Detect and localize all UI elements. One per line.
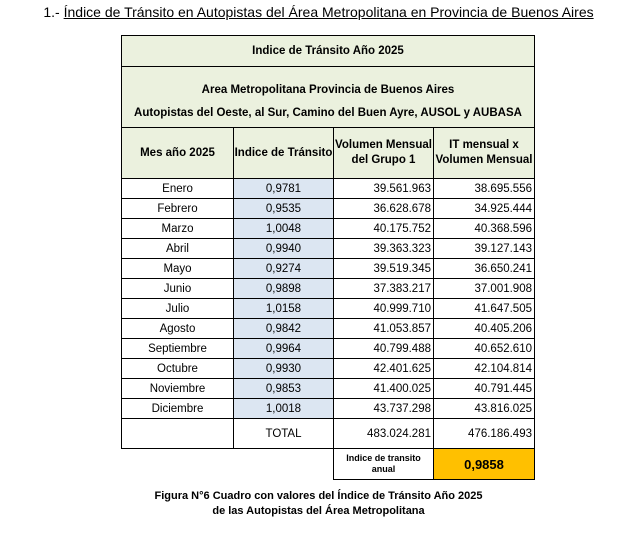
cell-mes: Agosto [122, 319, 234, 339]
total-volumen: 483.024.281 [334, 419, 434, 449]
cell-volumen: 39.363.323 [334, 239, 434, 259]
column-header-volumen: Volumen Mensual del Grupo 1 [334, 128, 434, 179]
cell-it-volumen: 34.925.444 [434, 199, 535, 219]
cell-mes: Septiembre [122, 339, 234, 359]
table-row [122, 399, 535, 419]
cell-mes: Diciembre [122, 399, 234, 419]
blank-cell [122, 449, 234, 480]
table-row [122, 199, 535, 219]
cell-it-volumen: 42.104.814 [434, 359, 535, 379]
cell-indice: 0,9964 [234, 339, 334, 359]
page-heading [0, 4, 637, 20]
cell-volumen: 37.383.217 [334, 279, 434, 299]
table-row [122, 319, 535, 339]
figure-caption [0, 489, 637, 519]
table-row [122, 299, 535, 319]
cell-indice: 0,9781 [234, 179, 334, 199]
annual-index-label: Indice de transito anual [334, 449, 434, 480]
transit-index-table [121, 35, 535, 480]
cell-mes: Octubre [122, 359, 234, 379]
table-row [122, 379, 535, 399]
cell-volumen: 43.737.298 [334, 399, 434, 419]
cell-it-volumen: 40.791.445 [434, 379, 535, 399]
cell-it-volumen: 37.001.908 [434, 279, 535, 299]
cell-mes: Noviembre [122, 379, 234, 399]
cell-volumen: 36.628.678 [334, 199, 434, 219]
caption-line-1: Figura N°6 Cuadro con valores del Índice de Tránsito Año 2025 [154, 490, 483, 502]
cell-indice: 1,0158 [234, 299, 334, 319]
cell-indice: 0,9930 [234, 359, 334, 379]
table-title: Indice de Tránsito Año 2025 [122, 36, 535, 67]
cell-volumen: 39.519.345 [334, 259, 434, 279]
cell-volumen: 40.999.710 [334, 299, 434, 319]
cell-indice: 0,9535 [234, 199, 334, 219]
cell-mes: Marzo [122, 219, 234, 239]
cell-volumen: 40.799.488 [334, 339, 434, 359]
cell-volumen: 42.401.625 [334, 359, 434, 379]
cell-it-volumen: 40.405.206 [434, 319, 535, 339]
cell-mes: Julio [122, 299, 234, 319]
cell-volumen: 40.175.752 [334, 219, 434, 239]
table-row [122, 339, 535, 359]
cell-volumen: 39.561.963 [334, 179, 434, 199]
total-label: TOTAL [234, 419, 334, 449]
cell-mes: Abril [122, 239, 234, 259]
cell-indice: 0,9853 [234, 379, 334, 399]
cell-volumen: 41.053.857 [334, 319, 434, 339]
cell-indice: 1,0048 [234, 219, 334, 239]
total-it-volumen: 476.186.493 [434, 419, 535, 449]
column-header-it-volumen: IT mensual x Volumen Mensual [434, 128, 535, 179]
annual-row [122, 449, 535, 480]
table-row [122, 219, 535, 239]
annual-index-value: 0,9858 [434, 449, 535, 480]
heading-title: Índice de Tránsito en Autopistas del Área Metropolitana en Provincia de Buenos Aires [63, 4, 594, 20]
table-row [122, 239, 535, 259]
cell-mes: Mayo [122, 259, 234, 279]
table-row [122, 359, 535, 379]
column-header-indice: Indice de Tránsito [234, 128, 334, 179]
cell-it-volumen: 41.647.505 [434, 299, 535, 319]
table-row [122, 259, 535, 279]
cell-it-volumen: 38.695.556 [434, 179, 535, 199]
cell-mes: Junio [122, 279, 234, 299]
table-row [122, 179, 535, 199]
cell-indice: 0,9940 [234, 239, 334, 259]
cell-indice: 0,9274 [234, 259, 334, 279]
cell-volumen: 41.400.025 [334, 379, 434, 399]
table-area: Area Metropolitana Provincia de Buenos Aires [122, 67, 535, 99]
cell-indice: 0,9842 [234, 319, 334, 339]
cell-mes: Enero [122, 179, 234, 199]
table-autopistas: Autopistas del Oeste, al Sur, Camino del Buen Ayre, AUSOL y AUBASA [122, 98, 535, 128]
cell-indice: 1,0018 [234, 399, 334, 419]
table-row [122, 279, 535, 299]
total-empty-cell [122, 419, 234, 449]
heading-number: 1.- [43, 4, 64, 20]
cell-it-volumen: 39.127.143 [434, 239, 535, 259]
cell-it-volumen: 40.652.610 [434, 339, 535, 359]
cell-it-volumen: 43.816.025 [434, 399, 535, 419]
blank-cell [234, 449, 334, 480]
caption-line-2: de las Autopistas del Área Metropolitana [212, 505, 425, 517]
cell-indice: 0,9898 [234, 279, 334, 299]
column-header-mes: Mes año 2025 [122, 128, 234, 179]
cell-it-volumen: 36.650.241 [434, 259, 535, 279]
cell-it-volumen: 40.368.596 [434, 219, 535, 239]
cell-mes: Febrero [122, 199, 234, 219]
total-row [122, 419, 535, 449]
